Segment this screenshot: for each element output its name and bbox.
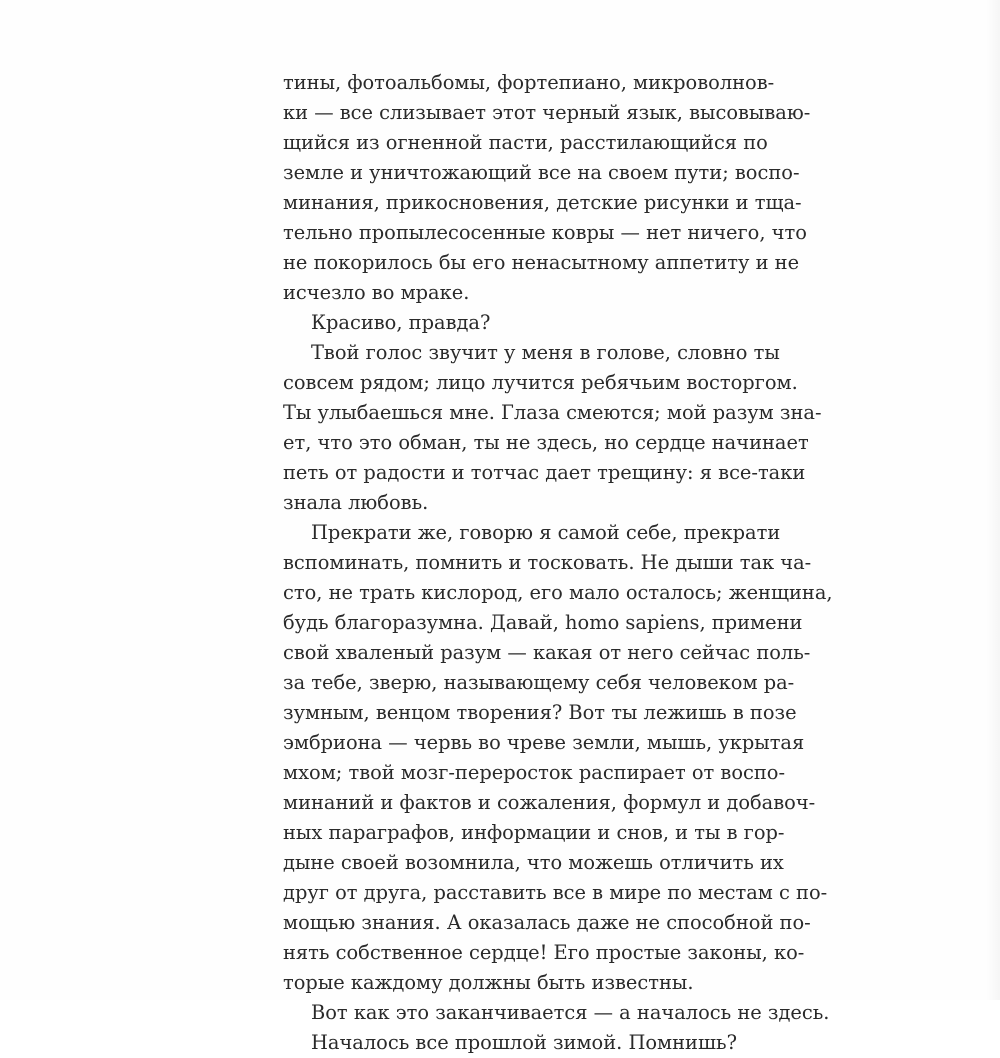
text-line: минания, прикосновения, детские рисунки и тща-	[283, 191, 802, 214]
text-line: Вот как это заканчивается — а началось не здесь.	[311, 1001, 830, 1024]
text-line: не покорилось бы его ненасытному аппетиту и не	[283, 251, 800, 274]
text-line: торые каждому должны быть известны.	[283, 971, 694, 994]
text-line: за тебе, зверю, называющему себя человеком ра-	[283, 671, 795, 694]
text-line: совсем рядом; лицо лучится ребячьим восторгом.	[283, 371, 798, 394]
page-edge-shadow	[986, 0, 1000, 1000]
text-line: земле и уничтожающий все на своем пути; воспо-	[283, 161, 800, 184]
text-line: эмбриона — червь во чреве земли, мышь, укрытая	[283, 731, 805, 754]
text-line: нять собственное сердце! Его простые законы, ко-	[283, 941, 805, 964]
text-line: Красиво, правда?	[311, 311, 491, 334]
text-line: друг от друга, расставить все в мире по местам с по-	[283, 881, 828, 904]
text-line: ки — все слизывает этот черный язык, высовываю-	[283, 101, 811, 124]
text-line: мощью знания. А оказалась даже не способной по-	[283, 911, 811, 934]
text-line: свой хваленый разум — какая от него сейчас поль-	[283, 641, 811, 664]
text-line: знала любовь.	[283, 491, 429, 514]
text-line: ных параграфов, информации и снов, и ты в гор-	[283, 821, 785, 844]
text-line: минаний и фактов и сожаления, формул и добавоч-	[283, 791, 816, 814]
text-line: тины, фотоальбомы, фортепиано, микроволнов-	[283, 71, 775, 94]
text-line: петь от радости и тотчас дает трещину: я все-таки	[283, 461, 806, 484]
text-line: дыне своей возомнила, что можешь отличить их	[283, 851, 784, 874]
text-line: Ты улыбаешься мне. Глаза смеются; мой разум зна-	[283, 401, 822, 424]
text-line: Твой голос звучит у меня в голове, словно ты	[311, 341, 780, 364]
text-line: ет, что это обман, ты не здесь, но сердце начинает	[283, 431, 809, 454]
text-line: щийся из огненной пасти, расстилающийся по	[283, 131, 768, 154]
text-line: Началось все прошлой зимой. Помнишь?	[311, 1031, 737, 1054]
text-line: будь благоразумна. Давай, homo sapiens, примени	[283, 611, 803, 634]
text-line: зумным, венцом творения? Вот ты лежишь в позе	[283, 701, 797, 724]
text-line: Прекрати же, говорю я самой себе, прекрати	[311, 521, 781, 544]
text-line: исчезло во мраке.	[283, 281, 470, 304]
text-line: сто, не трать кислород, его мало осталось; женщина,	[283, 581, 833, 604]
text-line: мхом; твой мозг-переросток распирает от воспо-	[283, 761, 786, 784]
body-text	[283, 68, 833, 1058]
text-line: вспоминать, помнить и тосковать. Не дыши так ча-	[283, 551, 812, 574]
text-line: тельно пропылесосенные ковры — нет ничего, что	[283, 221, 807, 244]
